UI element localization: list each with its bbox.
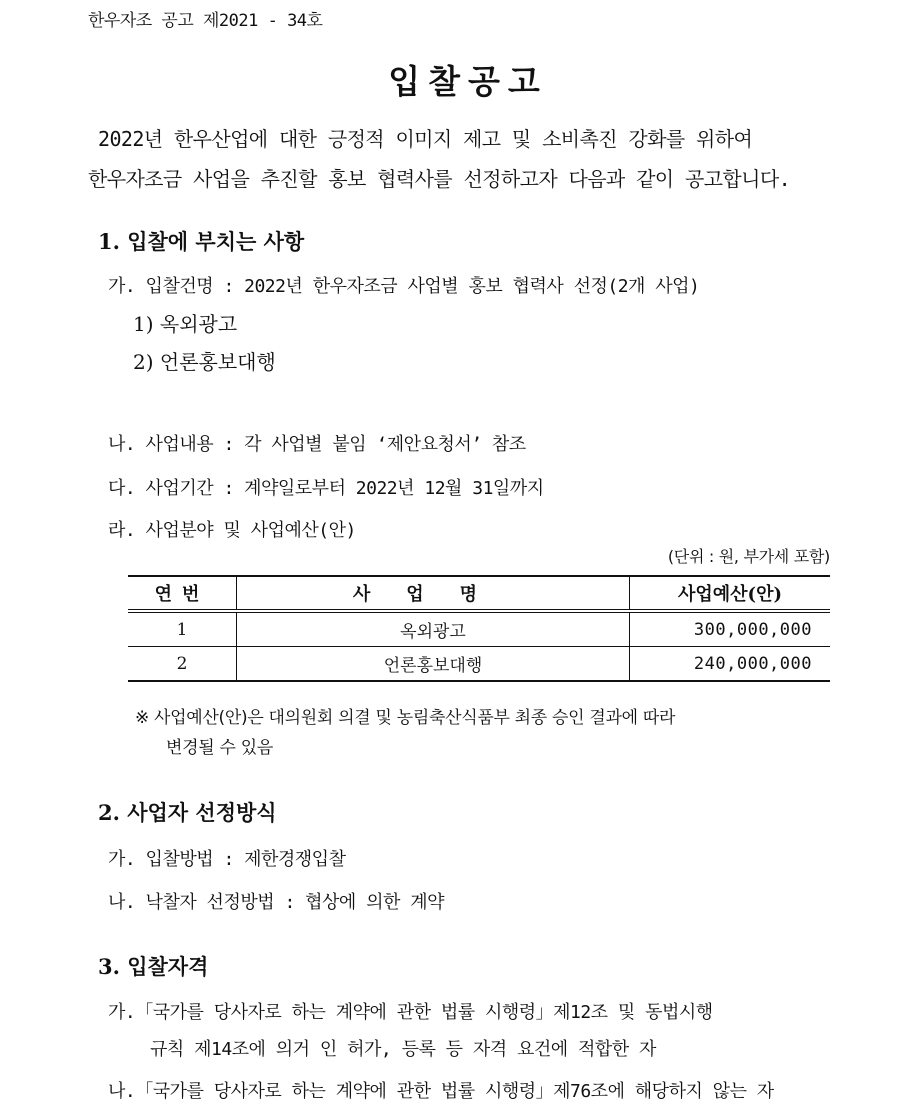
- notice-number: 한우자조 공고 제2021 - 34호: [88, 11, 323, 31]
- table-cell-name: 옥외광고: [237, 611, 630, 647]
- intro-line-2: 한우자조금 사업을 추진할 홍보 협력사를 선정하고자 다음과 같이 공고합니다.: [88, 167, 791, 191]
- table-cell-budget: 240,000,000: [630, 647, 831, 682]
- table-header-row: [128, 576, 830, 611]
- budget-table: [128, 575, 830, 682]
- table-header-budget: 사업예산(안): [630, 576, 831, 611]
- footnote-line-1: ※ 사업예산(안)은 대의원회 의결 및 농림축산식품부 최종 승인 결과에 따라: [135, 708, 676, 728]
- section-2-heading: 2. 사업자 선정방식: [98, 800, 277, 825]
- table-header-name: 사업명: [237, 576, 630, 611]
- footnote-line-2: 변경될 수 있음: [166, 738, 273, 758]
- section-2-item-na: 나. 낙찰자 선정방법 : 협상에 의한 계약: [108, 892, 445, 913]
- table-header-no: 연번: [128, 576, 237, 611]
- section-1-item-ga: 가. 입찰건명 : 2022년 한우자조금 사업별 홍보 협력사 선정(2개 사업): [108, 276, 700, 297]
- table-row: [128, 647, 830, 682]
- section-3-heading: 3. 입찰자격: [98, 954, 209, 979]
- section-3-item-ga-line-1: 가.「국가를 당사자로 하는 계약에 관한 법률 시행령」제12조 및 동법시행: [108, 1002, 713, 1023]
- section-1-item-na: 나. 사업내용 : 각 사업별 붙임 ‘제안요청서’ 참조: [108, 434, 526, 455]
- unit-note: (단위 : 원, 부가세 포함): [667, 547, 830, 566]
- table-cell-budget: 300,000,000: [630, 611, 831, 647]
- table-cell-no: 2: [128, 647, 237, 682]
- section-2-item-ga: 가. 입찰방법 : 제한경쟁입찰: [108, 849, 346, 870]
- table-cell-no: 1: [128, 611, 237, 647]
- section-1-sub-item-2: 2) 언론홍보대행: [133, 350, 276, 374]
- section-3-item-na: 나.「국가를 당사자로 하는 계약에 관한 법률 시행령」제76조에 해당하지 않는 자: [108, 1081, 774, 1102]
- section-1-item-da: 다. 사업기간 : 계약일로부터 2022년 12월 31일까지: [108, 478, 544, 499]
- document-title: 입찰공고: [388, 62, 548, 101]
- table-row: [128, 611, 830, 647]
- intro-line-1: 2022년 한우산업에 대한 긍정적 이미지 제고 및 소비촉진 강화를 위하여: [98, 127, 753, 151]
- section-1-item-ra: 라. 사업분야 및 사업예산(안): [108, 520, 356, 541]
- table-cell-name: 언론홍보대행: [237, 647, 630, 682]
- section-3-item-ga-line-2: 규칙 제14조에 의거 인 허가, 등록 등 자격 요건에 적합한 자: [150, 1039, 656, 1060]
- section-1-sub-item-1: 1) 옥외광고: [133, 312, 238, 336]
- section-1-heading: 1. 입찰에 부치는 사항: [98, 229, 305, 254]
